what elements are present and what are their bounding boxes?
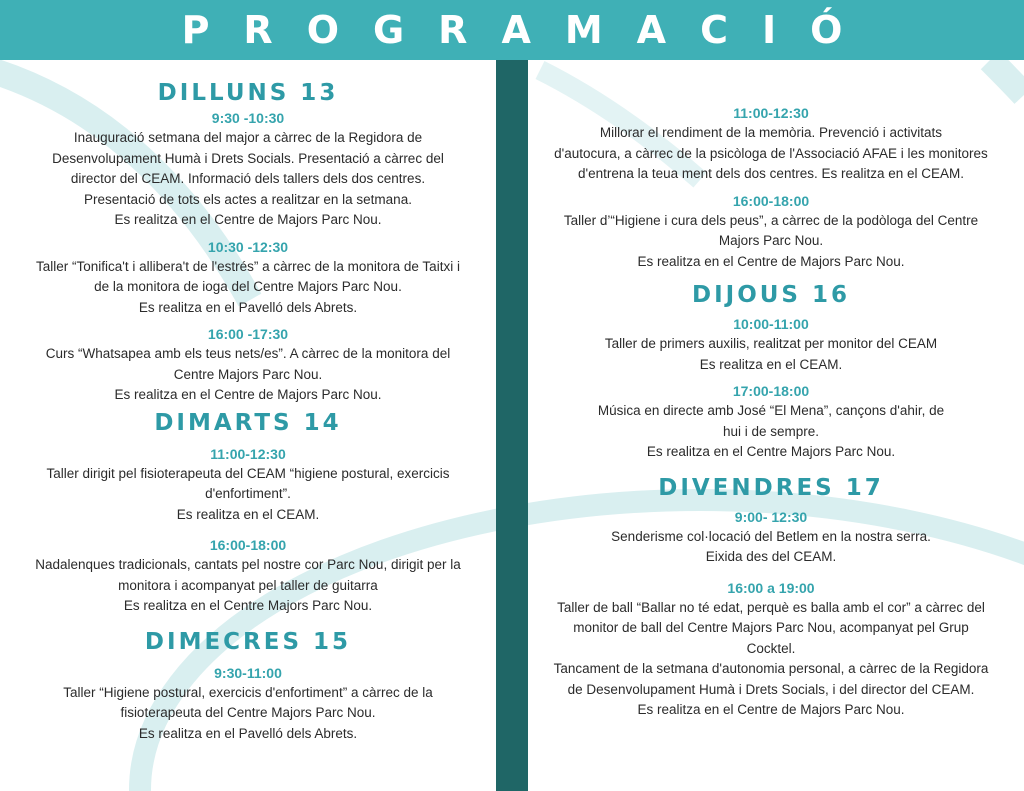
- desc-line: Es realitza en el Pavelló dels Abrets.: [138, 725, 358, 741]
- desc-line: Es realitza en el Centre de Majors Parc Nou.: [114, 387, 382, 402]
- day-heading: DIMARTS 14: [154, 409, 342, 436]
- desc-line: fisioterapeuta del Centre Majors Parc Nou.: [120, 705, 376, 720]
- event-description: [18, 257, 478, 319]
- desc-line: de la monitora de ioga del Centre Majors Parc Nou.: [94, 279, 402, 294]
- event: [538, 314, 1004, 375]
- desc-line: Taller de primers auxilis, realitzat per monitor del CEAM: [604, 336, 938, 351]
- decor-arc-right: [990, 60, 1024, 95]
- day-heading: DIMECRES 15: [144, 628, 352, 655]
- event-time: 16:00 -17:30: [207, 326, 289, 342]
- event: [18, 324, 478, 406]
- event: [538, 507, 1004, 568]
- desc-line: Es realitza en el Centre Majors Parc Nou.: [646, 444, 896, 459]
- day-heading: DIVENDRES 17: [658, 474, 884, 501]
- event-description: [18, 344, 478, 406]
- desc-line: d'autocura, a càrrec de la psicòloga de l'Associació AFAE i les monitores: [554, 145, 988, 161]
- desc-line: Desenvolupament Humà i Drets Socials. Presentació a càrrec del: [52, 150, 444, 166]
- event-description: [538, 123, 1004, 185]
- event-time: 17:00-18:00: [732, 383, 810, 399]
- desc-line: Es realitza en el Centre de Majors Parc Nou.: [114, 212, 382, 227]
- desc-line: Es realitza en el Pavelló dels Abrets.: [138, 299, 358, 315]
- desc-line: Curs “Whatsapea amb els teus nets/es”. A càrrec de la monitora del: [45, 346, 451, 361]
- event: [538, 578, 1004, 721]
- event-time: 16:00 a 19:00: [727, 579, 815, 596]
- desc-line: Majors Parc Nou.: [718, 233, 824, 248]
- desc-line: Tancament de la setmana d'autonomia personal, a càrrec de la Regidora: [553, 661, 989, 676]
- desc-line: Taller dirigit pel fisioterapeuta del CEAM “higiene postural, exercicis: [46, 465, 450, 481]
- event: [18, 444, 478, 526]
- desc-line: Eixida des del CEAM.: [705, 549, 837, 564]
- day-section-dimecres: [18, 627, 478, 745]
- event: [538, 381, 1004, 463]
- desc-line: Es realitza en el Centre Majors Parc Nou.: [123, 598, 373, 613]
- column-divider: [496, 60, 528, 791]
- event-time: 16:00-18:00: [732, 192, 810, 209]
- event-description: [18, 555, 478, 617]
- left-column: [18, 78, 478, 750]
- desc-line: Inauguració setmana del major a càrrec de la Regidora de: [73, 130, 423, 145]
- event-time: 11:00-12:30: [733, 105, 809, 121]
- event-description: [18, 128, 478, 231]
- desc-line: Taller d’“Higiene i cura dels peus”, a càrrec de la podòloga del Centre: [563, 212, 979, 228]
- event: [538, 191, 1004, 273]
- desc-line: Nadalenques tradicionals, cantats pel nostre cor Parc Nou, dirigit per la: [35, 557, 461, 572]
- desc-line: Centre Majors Parc Nou.: [173, 366, 323, 382]
- event-time: 16:00-18:00: [209, 537, 287, 553]
- desc-line: Es realitza en el Centre de Majors Parc Nou.: [637, 253, 905, 269]
- day-heading: DIJOUS 16: [691, 282, 850, 308]
- event-time: 11:00-12:30: [210, 445, 286, 462]
- desc-line: Es realitza en el Centre de Majors Parc Nou.: [637, 702, 905, 717]
- event-description: [538, 527, 1004, 568]
- desc-line: Taller “Tonifica't i allibera't de l'estrés” a càrrec de la monitora de Taitxi i: [36, 258, 460, 274]
- page-title: PROGRAMACIÓ: [181, 8, 877, 52]
- desc-line: de Desenvolupament Humà i Drets Socials, i del director del CEAM.: [567, 681, 975, 697]
- day-section-dimarts: [18, 408, 478, 617]
- desc-line: director del CEAM. Informació dels tallers dels dos centres.: [70, 171, 426, 186]
- event-description: [538, 334, 1004, 375]
- event: [18, 237, 478, 319]
- desc-line: hui i de sempre.: [722, 423, 820, 439]
- event-time: 10:00-11:00: [733, 316, 809, 332]
- desc-line: Cocktel.: [746, 640, 796, 656]
- desc-line: d'entrena la teua ment dels dos centres. Es realitza en el CEAM.: [577, 166, 965, 181]
- day-section-dimecres-continued: [538, 103, 1004, 272]
- desc-line: Taller de ball “Ballar no té edat, perquè es balla amb el cor” a càrrec del: [557, 599, 985, 615]
- day-section-dijous: [538, 280, 1004, 463]
- desc-line: Es realitza en el CEAM.: [176, 506, 320, 522]
- desc-line: d'enfortiment”.: [205, 486, 291, 501]
- event-description: [18, 683, 478, 745]
- desc-line: monitora i acompanyat pel taller de guitarra: [118, 577, 378, 593]
- event-time: 9:00- 12:30: [734, 508, 808, 525]
- desc-line: Taller “Higiene postural, exercicis d'enfortiment” a càrrec de la: [63, 684, 433, 700]
- event-description: [538, 401, 1004, 463]
- event: [18, 535, 478, 617]
- day-section-divendres: [538, 473, 1004, 721]
- event-description: [538, 211, 1004, 273]
- event: [18, 663, 478, 745]
- day-section-dilluns: [18, 78, 478, 406]
- desc-line: Música en directe amb José “El Mena”, cançons d'ahir, de: [597, 403, 945, 418]
- desc-line: Es realitza en el CEAM.: [699, 356, 843, 372]
- event-time: 9:30-11:00: [214, 664, 282, 681]
- desc-line: Senderisme col·locació del Betlem en la nostra serra.: [611, 528, 931, 544]
- event-time: 10:30 -12:30: [207, 238, 289, 255]
- day-heading: DILLUNS 13: [157, 80, 339, 106]
- event-description: [538, 598, 1004, 721]
- right-column: [538, 103, 1004, 727]
- desc-line: monitor de ball del Centre Majors Parc Nou, acompanyat pel Grup: [573, 620, 969, 635]
- header-banner: [0, 0, 1024, 60]
- event: [18, 108, 478, 231]
- desc-line: Millorar el rendiment de la memòria. Prevenció i activitats: [599, 125, 943, 140]
- desc-line: Presentació de tots els actes a realitzar en la setmana.: [84, 191, 412, 207]
- event-description: [18, 464, 478, 526]
- event: [538, 103, 1004, 185]
- event-time: 9:30 -10:30: [211, 110, 285, 126]
